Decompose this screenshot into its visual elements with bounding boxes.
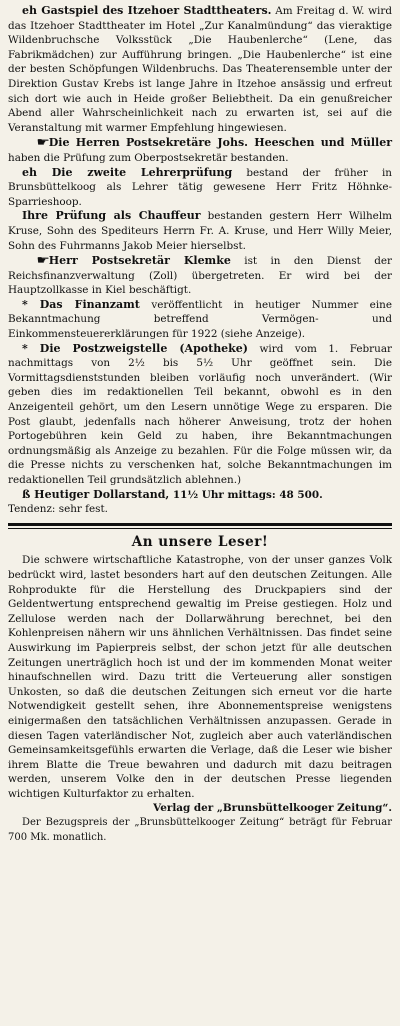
article-body: haben die Prüfung zum Oberpostsekretär bestanden. — [8, 151, 289, 164]
section-divider-thin — [8, 528, 392, 529]
article-headline: Ihre Prüfung als Chauffeur — [22, 209, 201, 223]
article-headline: * Das Finanzamt — [22, 297, 140, 311]
dollar-label: ß Heutiger Dollarstand, — [22, 487, 170, 501]
article-body: ist in den Dienst der Reichsfinanzverwaltung (Zoll) übergetreten. Er wird bei der Hauptzollkasse in Kiel beschäftigt. — [8, 255, 392, 297]
notice-body: Die schwere wirtschaftliche Katastrophe, von der unser ganzes Volk bedrückt wird, lastet besonders hart auf den deutschen Zeitungen. Alle Rohprodukte für die Herstellung des Druckpapiers sind der Geldentwertung entsprechend gewaltig im Preise gestiegen. Holz und Zellulose werden nach der Dollarwährung berechnet, bei den Kohlenpreisen nähern wir uns ähnlichen Verhältnissen. Das findet seine Auswirkung im Papierpreis selbst, der schon jetzt für alle deutschen Zeitungen unerträglich hoch ist und der im kommenden Monat weiter hinaufschnellen wird. Dazu tritt die Verteuerung aller sonstigen Unkosten, so daß die deutschen Zeitungen sich erneut vor die harte Notwendigkeit gestellt sehen, ihre Abonnementspreise wenigstens einigermaßen den tatsächlichen Verhältnissen anzupassen. Gerade in diesen Tagen vaterländischer Not, zugleich aber auch vaterländischen Gemeinsamkeitsgefühls erwarten die Verlage, daß die Leser wie bisher ihrem Blatte die Treue bewahren und dadurch mit dazu beitragen werden, unserem Volke den in der deutschen Presse liegenden wichtigen Kulturfaktor zu erhalten. — [8, 554, 392, 800]
notice-title: An unsere Leser! — [131, 533, 269, 550]
article-headline: * Die Postzweigstelle (Apotheke) — [22, 341, 249, 355]
article-headline: eh Gastspiel des Itzehoer Stadttheaters. — [22, 4, 272, 17]
dollar-tendency: Tendenz: sehr fest. — [8, 503, 108, 516]
subscription-price: Der Bezugspreis der „Brunsbüttelkooger Zeitung“ beträgt für Februar 700 Mk. monatlich. — [8, 817, 392, 843]
article-body: bestand der früher in Brunsbüttelkoog als Lehrer tätig gewesene Herr Fritz Höhnke-Sparrieshoop. — [8, 166, 392, 208]
local-news — [8, 4, 392, 845]
dollar-time: 11½ Uhr mittags: — [169, 488, 280, 501]
section-divider-thick — [8, 523, 392, 526]
article-klemke — [8, 253, 392, 298]
article-chauffeur — [8, 209, 392, 253]
article-headline: eh Die zweite Lehrerprüfung — [22, 165, 233, 179]
pointing-hand-icon: ☛ — [36, 253, 50, 268]
article-lehrerpruefung — [8, 166, 392, 210]
article-headline: Herr Postsekretär Klemke — [48, 254, 231, 268]
article-body: wird vom 1. Februar nachmittags von 2½ bis 5½ Uhr geöffnet sein. Die Vormittagsdienststunden bleiben vorläufig noch unverändert. (Wir geben dies im redaktionellen Teil bekannt, obwohl es in den Anzeigenteil gehört, um den Lesern unnötige Wege zu ersparen. Die Post glaubt, jedenfalls nach höherer Anweisung, trotz der hohen Portogebühren kein Geld zu haben, ihre Bekanntmachungen ordnungsmäßig als Anzeige zu bezahlen. Für die Folge müssen wir, da die Presse nichts zu verschenken hat, solche Bekanntmachungen im redaktionellen Teil grundsätzlich ablehnen.) — [8, 342, 392, 486]
pointing-hand-icon: ☛ — [36, 135, 50, 150]
article-postzweigstelle — [8, 342, 392, 488]
dollar-value: 48 500. — [279, 488, 323, 501]
article-finanzamt — [8, 298, 392, 342]
article-headline: Die Herren Postsekretäre Johs. Heeschen und Müller — [48, 136, 392, 150]
article-body: veröffentlicht in heutiger Nummer eine Bekanntmachung betreffend Vermögen- und Einkommensteuererklärungen für 1922 (siehe Anzeige). — [8, 298, 392, 341]
notice-signature: Verlag der „Brunsbüttelkooger Zeitung“. — [153, 802, 392, 815]
article-gastspiel — [8, 4, 392, 135]
dollar-rate — [8, 488, 392, 503]
article-postsekretaere — [8, 135, 392, 165]
article-body: bestanden gestern Herr Wilhelm Kruse, Sohn des Spediteurs Herrn Fr. A. Kruse, und Herr Willy Meier, Sohn des Fuhrmanns Jakob Meier hierselbst. — [8, 210, 392, 252]
article-body: Am Freitag d. W. wird das Itzehoer Stadttheater im Hotel „Zur Kanalmündung“ das vieraktige Wildenbruchsche Volksstück „Die Haubenlerche“ (Lene, das Fabrikmädchen) zur Aufführung bringen. „Die Haubenlerche“ ist eine der besten Schöpfungen Wildenbruchs. Das Theaterensemble unter der Direktion Gustav Krebs ist lange Jahre in Itzehoe ansässig und erfreut sich dort wie auch in Heide großer Beliebtheit. Da ein genußreicher Abend aller Wahrscheinlichkeit nach zu erwarten ist, sei auf die Veranstaltung mit warmer Empfehlung hingewiesen. — [8, 5, 392, 134]
